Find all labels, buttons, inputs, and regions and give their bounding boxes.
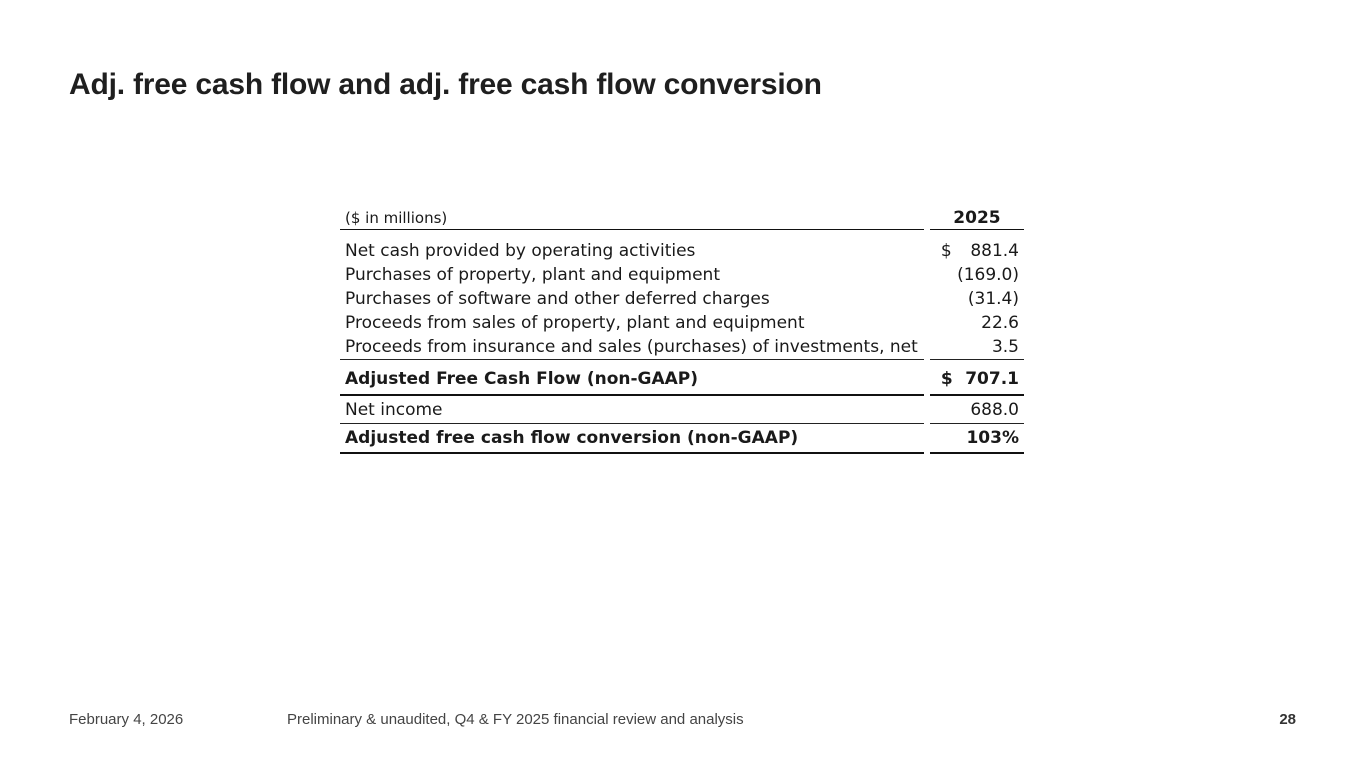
adjusted-fcf-row xyxy=(340,360,1024,396)
table-row xyxy=(340,287,1024,311)
table-row xyxy=(340,311,1024,335)
net-income-value: 688.0 xyxy=(930,396,1024,424)
conversion-row xyxy=(340,424,1024,454)
page-number: 28 xyxy=(1279,711,1296,728)
row-value-cell xyxy=(930,239,1024,263)
unit-label: ($ in millions) xyxy=(345,209,448,227)
net-income-label: Net income xyxy=(340,396,924,424)
conversion-label: Adjusted free cash flow conversion (non-GAAP) xyxy=(340,424,924,454)
year-header: 2025 xyxy=(930,204,1024,230)
row-value-cell xyxy=(930,335,1024,360)
row-value: (169.0) xyxy=(957,265,1019,285)
adjusted-fcf-value-cell xyxy=(930,360,1024,396)
currency-symbol: $ xyxy=(940,368,953,389)
footer-date: February 4, 2026 xyxy=(69,711,184,728)
table-header-row xyxy=(340,204,1024,230)
currency-symbol: $ xyxy=(940,241,952,261)
net-income-row xyxy=(340,396,1024,424)
row-value-cell xyxy=(930,311,1024,335)
row-value: 881.4 xyxy=(970,241,1019,261)
row-label: Net cash provided by operating activities xyxy=(345,241,696,261)
row-value: 22.6 xyxy=(981,313,1019,333)
slide-title: Adj. free cash flow and adj. free cash flow conversion xyxy=(69,68,822,101)
row-label: Proceeds from insurance and sales (purchases) of investments, net xyxy=(340,335,924,360)
row-value: (31.4) xyxy=(967,289,1019,309)
footer-note: Preliminary & unaudited, Q4 & FY 2025 financial review and analysis xyxy=(287,711,744,728)
adjusted-fcf-label: Adjusted Free Cash Flow (non-GAAP) xyxy=(340,360,924,396)
unit-label-cell xyxy=(340,204,924,230)
row-label: Purchases of software and other deferred charges xyxy=(345,289,770,309)
table-row xyxy=(340,335,1024,360)
row-value-cell xyxy=(930,287,1024,311)
table-row xyxy=(340,263,1024,287)
adjusted-fcf-value: 707.1 xyxy=(965,368,1019,389)
row-value: 3.5 xyxy=(991,337,1019,357)
row-label: Proceeds from sales of property, plant and equipment xyxy=(345,313,805,333)
table-row xyxy=(340,239,1024,263)
cash-flow-table xyxy=(340,204,1024,454)
row-label: Purchases of property, plant and equipment xyxy=(345,265,720,285)
conversion-value: 103% xyxy=(930,424,1024,454)
row-value-cell xyxy=(930,263,1024,287)
